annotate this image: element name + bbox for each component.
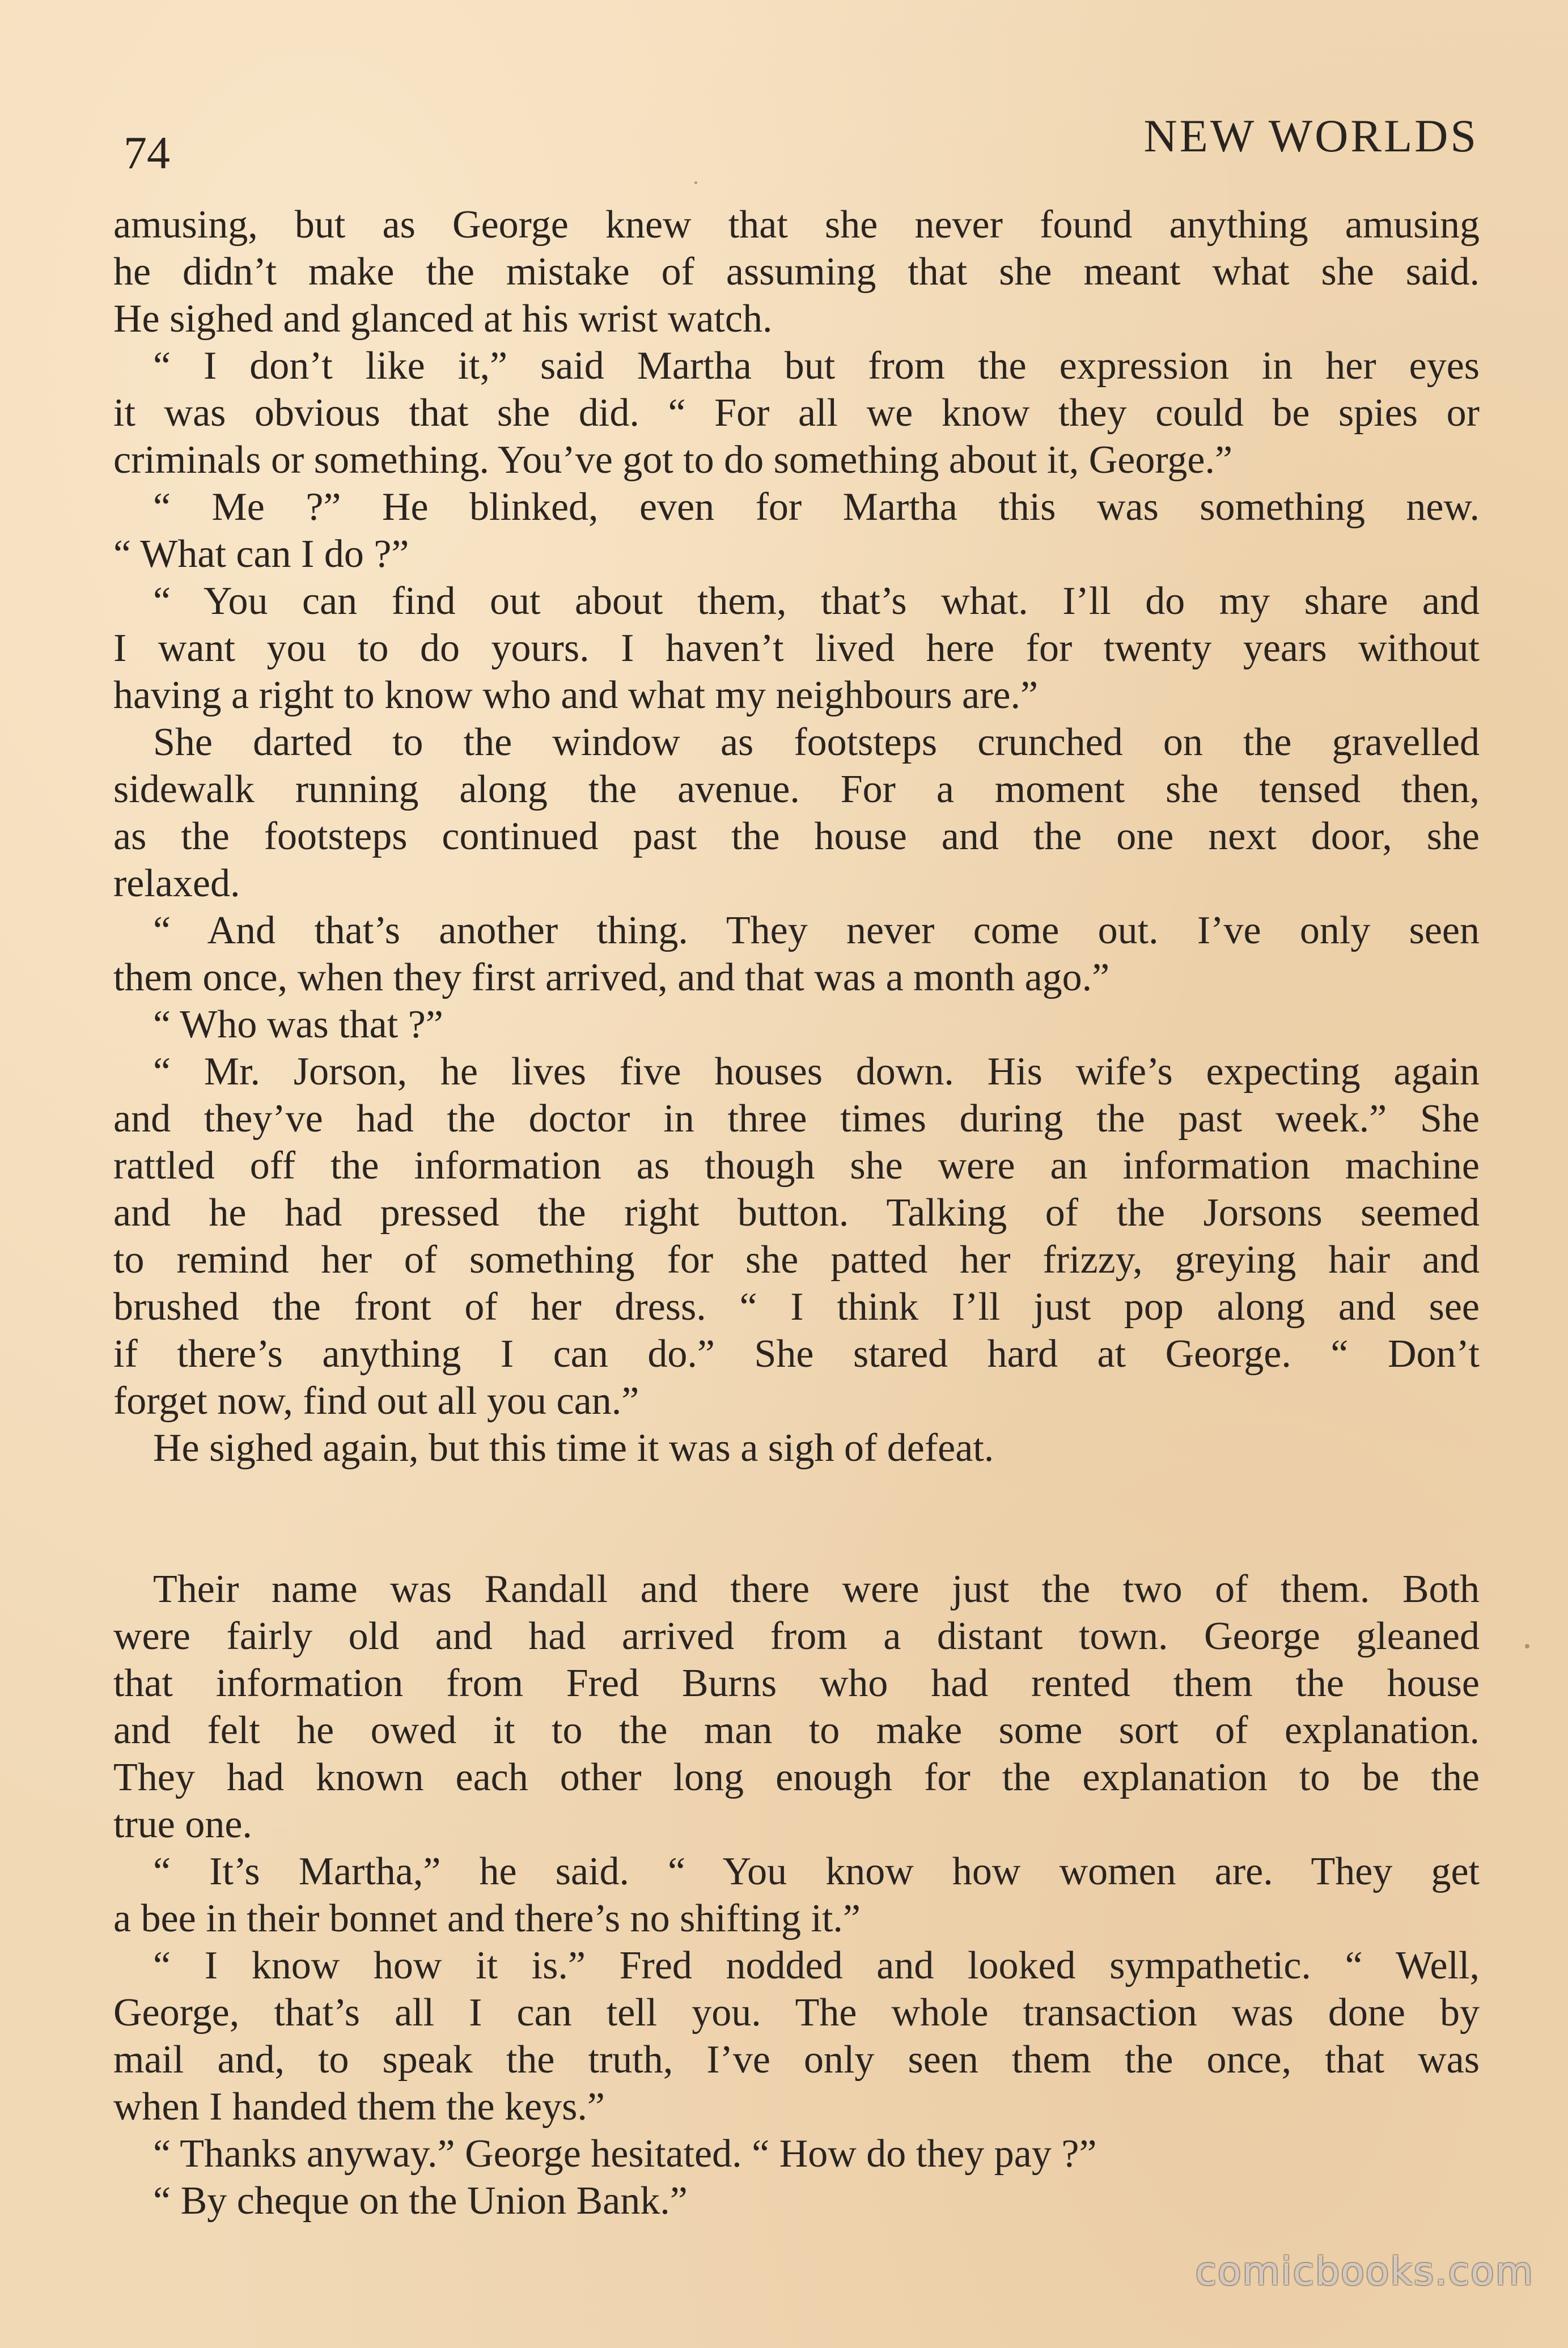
text-line: and he had pressed the right button. Talking of the Jorsons seemed: [113, 1191, 1480, 1235]
paragraph: [113, 1425, 1480, 1472]
paragraph: [113, 578, 1480, 719]
text-line: sidewalk running along the avenue. For a moment she tensed then,: [113, 768, 1480, 811]
text-line: relaxed.: [113, 862, 240, 905]
paragraph: [113, 1942, 1480, 2130]
body-text: [113, 201, 1480, 2224]
text-line: when I handed them the keys.”: [113, 2085, 605, 2129]
text-line: brushed the front of her dress. “ I think I’ll just pop along and see: [113, 1285, 1480, 1329]
watermark: comicbooks.com: [1195, 2249, 1534, 2294]
text-line: “ You can find out about them, that’s what. I’ll do my share and: [153, 579, 1480, 623]
text-line: he didn’t make the mistake of assuming that she meant what she said.: [113, 250, 1480, 294]
text-line: “ Who was that ?”: [153, 1003, 443, 1046]
text-line: He sighed and glanced at his wrist watch.: [113, 297, 773, 341]
text-line: He sighed again, but this time it was a sigh of defeat.: [153, 1426, 994, 1470]
text-line: “ I don’t like it,” said Martha but from the expression in her eyes: [153, 344, 1480, 388]
text-line: “ It’s Martha,” he said. “ You know how women are. They get: [153, 1850, 1480, 1893]
text-line: them once, when they first arrived, and that was a month ago.”: [113, 956, 1110, 999]
text-line: as the footsteps continued past the house and the one next door, she: [113, 815, 1480, 858]
paragraph: [113, 484, 1480, 578]
text-line: They had known each other long enough for the explanation to be the: [113, 1756, 1480, 1799]
paper-speck: [1525, 1644, 1529, 1648]
text-line: “ What can I do ?”: [113, 532, 409, 576]
text-line: criminals or something. You’ve got to do something about it, George.”: [113, 438, 1233, 482]
paragraph: [113, 1048, 1480, 1425]
text-line: rattled off the information as though she were an information machine: [113, 1144, 1480, 1188]
text-line: Their name was Randall and there were just the two of them. Both: [153, 1567, 1480, 1611]
paragraph: [113, 201, 1480, 342]
text-line: having a right to know who and what my neighbours are.”: [113, 673, 1039, 717]
text-line: “ Thanks anyway.” George hesitated. “ How do they pay ?”: [153, 2132, 1097, 2176]
text-line: “ By cheque on the Union Bank.”: [153, 2179, 688, 2223]
text-line: George, that’s all I can tell you. The whole transaction was done by: [113, 1991, 1480, 2035]
text-line: and felt he owed it to the man to make some sort of explanation.: [113, 1709, 1480, 1752]
paragraph: [113, 2177, 1480, 2224]
text-line: “ Me ?” He blinked, even for Martha this was something new.: [153, 485, 1480, 529]
text-line: I want you to do yours. I haven’t lived here for twenty years without: [113, 626, 1480, 670]
paragraph: [113, 1566, 1480, 1848]
text-line: to remind her of something for she patted her frizzy, greying hair and: [113, 1238, 1480, 1282]
text-line: were fairly old and had arrived from a distant town. George gleaned: [113, 1614, 1480, 1658]
text-line: “ Mr. Jorson, he lives five houses down. His wife’s expecting again: [153, 1050, 1480, 1094]
text-line: if there’s anything I can do.” She stared hard at George. “ Don’t: [113, 1332, 1480, 1376]
text-line: “ I know how it is.” Fred nodded and looked sympathetic. “ Well,: [153, 1944, 1480, 1987]
page-header: [124, 108, 1478, 179]
text-line: it was obvious that she did. “ For all we know they could be spies or: [113, 391, 1480, 435]
paragraph: [113, 719, 1480, 907]
paragraph: [113, 2130, 1480, 2177]
text-line: She darted to the window as footsteps crunched on the gravelled: [153, 720, 1480, 764]
paragraph: [113, 342, 1480, 484]
text-line: amusing, but as George knew that she never found anything amusing: [113, 203, 1480, 247]
text-line: true one.: [113, 1803, 252, 1846]
text-line: a bee in their bonnet and there’s no shifting it.”: [113, 1897, 861, 1940]
paragraph: [113, 1848, 1480, 1942]
paper-speck: [694, 181, 697, 184]
text-line: forget now, find out all you can.”: [113, 1379, 639, 1423]
text-line: “ And that’s another thing. They never come out. I’ve only seen: [153, 909, 1480, 952]
running-head: NEW WORLDS: [1143, 110, 1478, 162]
paragraph: [113, 1001, 1480, 1048]
section-break: [113, 1472, 1480, 1566]
text-line: and they’ve had the doctor in three times during the past week.” She: [113, 1097, 1480, 1141]
paragraph: [113, 907, 1480, 1001]
text-line: mail and, to speak the truth, I’ve only seen them the once, that was: [113, 2038, 1480, 2082]
text-line: that information from Fred Burns who had rented them the house: [113, 1662, 1480, 1705]
page-number: 74: [124, 127, 170, 179]
